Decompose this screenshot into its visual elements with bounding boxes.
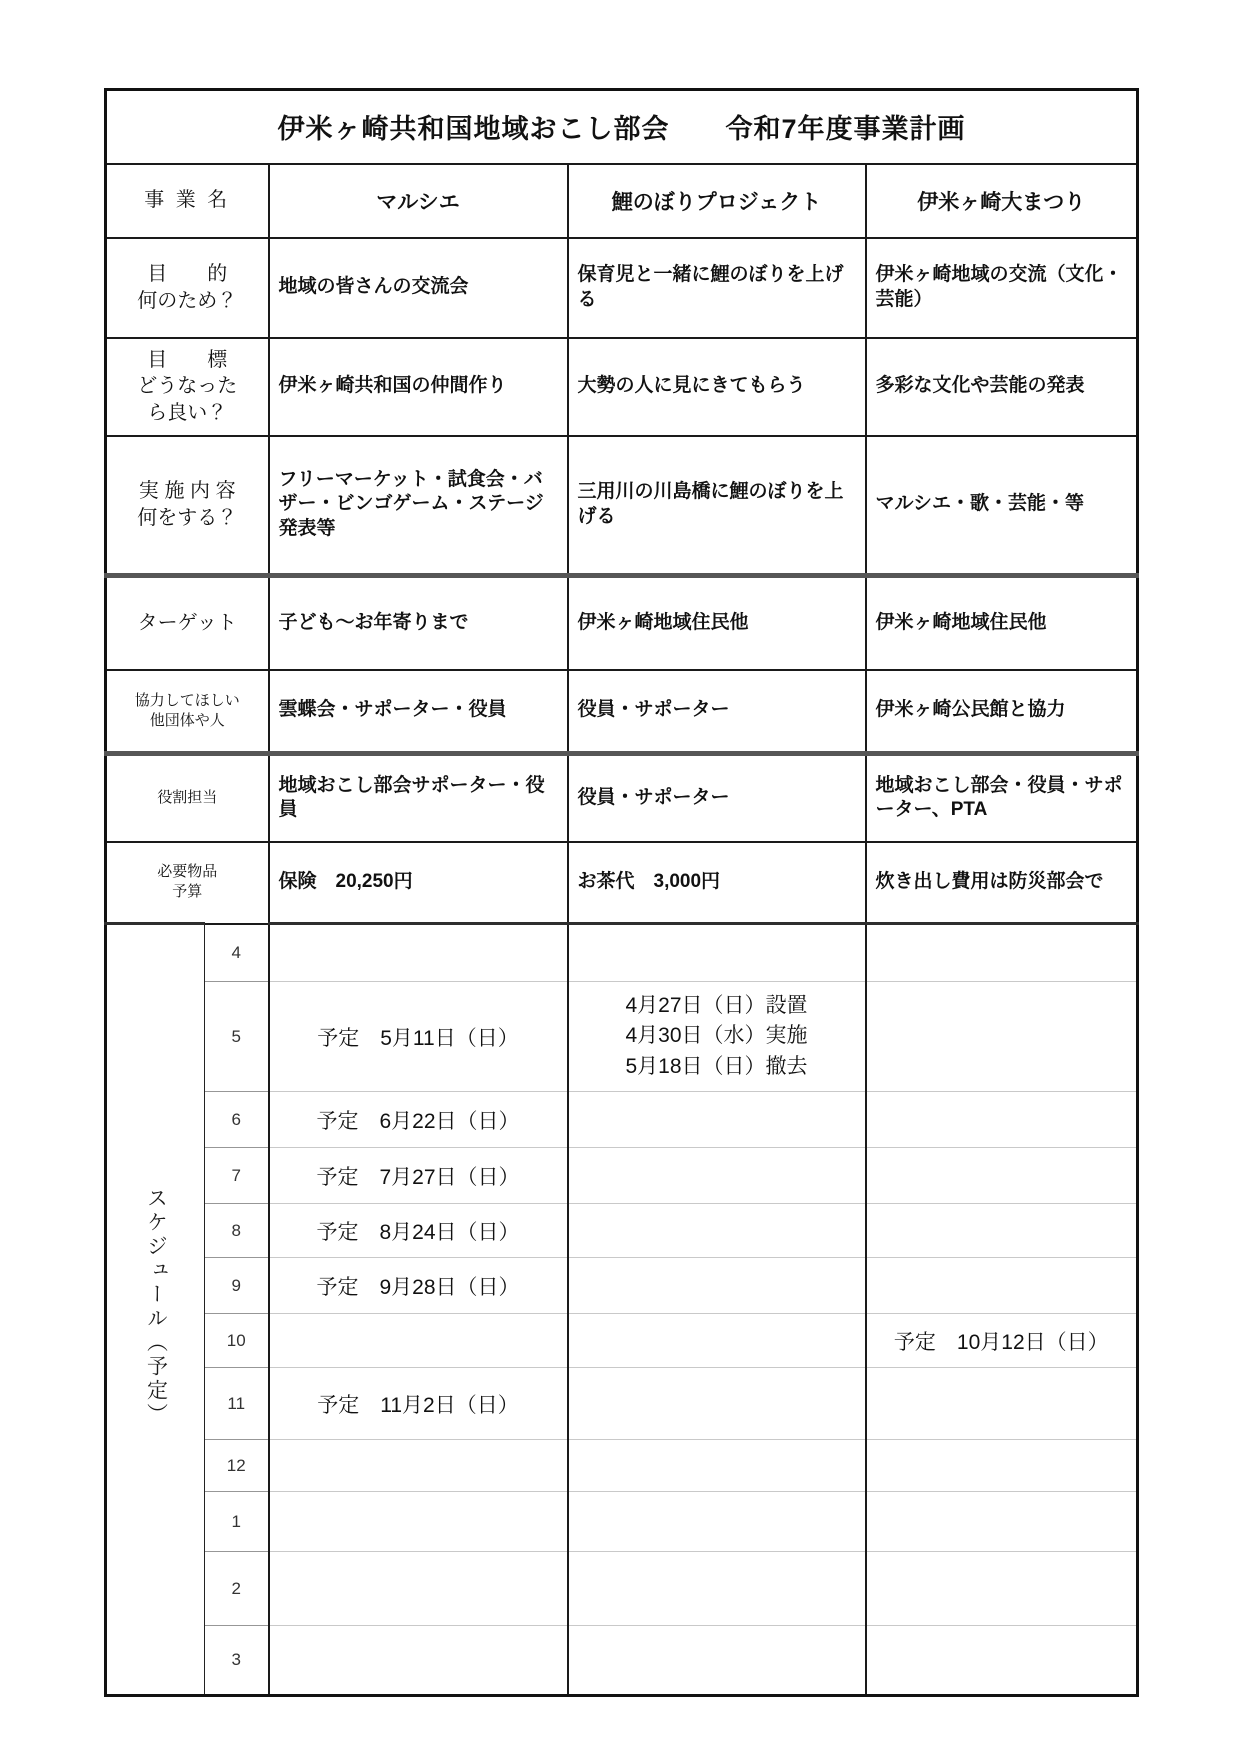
schedule-cell-3-marche <box>269 1626 568 1696</box>
schedule-row-10 <box>106 1314 1138 1368</box>
month-label-2: 2 <box>205 1552 269 1626</box>
cell-roles-koinobori: 役員・サポーター <box>568 754 866 842</box>
schedule-cell-1-koinobori <box>568 1492 866 1552</box>
row-label-roles: 役割担当 <box>106 754 269 842</box>
schedule-row-2 <box>106 1552 1138 1626</box>
schedule-cell-12-matsuri <box>866 1440 1138 1492</box>
month-label-12: 12 <box>205 1440 269 1492</box>
row-roles <box>106 754 1138 842</box>
schedule-cell-10-matsuri: 予定 10月12日（日） <box>866 1314 1138 1368</box>
schedule-cell-3-matsuri <box>866 1626 1138 1696</box>
schedule-row-3 <box>106 1626 1138 1696</box>
month-label-11: 11 <box>205 1368 269 1440</box>
schedule-cell-9-matsuri <box>866 1258 1138 1314</box>
schedule-row-1 <box>106 1492 1138 1552</box>
schedule-section-label: スケジュール（予定） <box>106 924 205 1696</box>
row-cooperation <box>106 670 1138 754</box>
schedule-cell-12-koinobori <box>568 1440 866 1492</box>
schedule-cell-11-marche: 予定 11月2日（日） <box>269 1368 568 1440</box>
month-label-5: 5 <box>205 982 269 1092</box>
schedule-cell-2-marche <box>269 1552 568 1626</box>
schedule-cell-8-koinobori <box>568 1204 866 1258</box>
schedule-cell-6-koinobori <box>568 1092 866 1148</box>
cell-target-koinobori: 伊米ヶ崎地域住民他 <box>568 576 866 670</box>
schedule-cell-2-matsuri <box>866 1552 1138 1626</box>
cell-target-marche: 子ども～お年寄りまで <box>269 576 568 670</box>
cell-activities-koinobori: 三用川の川島橋に鯉のぼりを上げる <box>568 436 866 576</box>
schedule-row-9 <box>106 1258 1138 1314</box>
cell-budget-matsuri: 炊き出し費用は防災部会で <box>866 842 1138 924</box>
row-target <box>106 576 1138 670</box>
cell-activities-matsuri: マルシエ・歌・芸能・等 <box>866 436 1138 576</box>
month-label-3: 3 <box>205 1626 269 1696</box>
col-header-koinobori: 鯉のぼりプロジェクト <box>568 164 866 238</box>
schedule-cell-7-matsuri <box>866 1148 1138 1204</box>
page-title: 伊米ヶ崎共和国地域おこし部会 令和7年度事業計画 <box>106 90 1138 164</box>
schedule-cell-9-koinobori <box>568 1258 866 1314</box>
cell-cooperation-matsuri: 伊米ヶ崎公民館と協力 <box>866 670 1138 754</box>
month-label-7: 7 <box>205 1148 269 1204</box>
cell-cooperation-koinobori: 役員・サポーター <box>568 670 866 754</box>
row-label-activities: 実 施 内 容 何をする？ <box>106 436 269 576</box>
column-header-row <box>106 164 1138 238</box>
schedule-cell-4-koinobori <box>568 924 866 982</box>
row-label-target: ターゲット <box>106 576 269 670</box>
schedule-cell-12-marche <box>269 1440 568 1492</box>
schedule-cell-8-marche: 予定 8月24日（日） <box>269 1204 568 1258</box>
schedule-cell-9-marche: 予定 9月28日（日） <box>269 1258 568 1314</box>
row-activities <box>106 436 1138 576</box>
schedule-cell-10-marche <box>269 1314 568 1368</box>
cell-goal-marche: 伊米ヶ崎共和国の仲間作り <box>269 338 568 436</box>
schedule-row-8 <box>106 1204 1138 1258</box>
schedule-cell-10-koinobori <box>568 1314 866 1368</box>
schedule-cell-2-koinobori <box>568 1552 866 1626</box>
cell-target-matsuri: 伊米ヶ崎地域住民他 <box>866 576 1138 670</box>
cell-purpose-marche: 地域の皆さんの交流会 <box>269 238 568 338</box>
month-label-10: 10 <box>205 1314 269 1368</box>
month-label-6: 6 <box>205 1092 269 1148</box>
cell-purpose-matsuri: 伊米ヶ崎地域の交流（文化・芸能） <box>866 238 1138 338</box>
row-label-purpose: 目 的 何のため？ <box>106 238 269 338</box>
row-label-cooperation: 協力してほしい 他団体や人 <box>106 670 269 754</box>
cell-goal-koinobori: 大勢の人に見にきてもらう <box>568 338 866 436</box>
cell-activities-marche: フリーマーケット・試食会・バザー・ビンゴゲーム・ステージ発表等 <box>269 436 568 576</box>
row-budget <box>106 842 1138 924</box>
schedule-cell-6-matsuri <box>866 1092 1138 1148</box>
cell-goal-matsuri: 多彩な文化や芸能の発表 <box>866 338 1138 436</box>
schedule-cell-11-matsuri <box>866 1368 1138 1440</box>
schedule-cell-7-koinobori <box>568 1148 866 1204</box>
schedule-cell-1-marche <box>269 1492 568 1552</box>
col-header-matsuri: 伊米ヶ崎大まつり <box>866 164 1138 238</box>
row-header-project-name: 事 業 名 <box>144 189 231 212</box>
schedule-row-12 <box>106 1440 1138 1492</box>
schedule-row-4 <box>106 924 1138 982</box>
cell-cooperation-marche: 雲蝶会・サポーター・役員 <box>269 670 568 754</box>
cell-purpose-koinobori: 保育児と一緒に鯉のぼりを上げる <box>568 238 866 338</box>
schedule-row-5 <box>106 982 1138 1092</box>
row-goal <box>106 338 1138 436</box>
schedule-row-11 <box>106 1368 1138 1440</box>
schedule-cell-7-marche: 予定 7月27日（日） <box>269 1148 568 1204</box>
schedule-cell-8-matsuri <box>866 1204 1138 1258</box>
row-purpose <box>106 238 1138 338</box>
title-row <box>106 90 1138 164</box>
cell-budget-marche: 保険 20,250円 <box>269 842 568 924</box>
schedule-cell-5-marche: 予定 5月11日（日） <box>269 982 568 1092</box>
schedule-cell-4-matsuri <box>866 924 1138 982</box>
row-label-budget: 必要物品 予算 <box>106 842 269 924</box>
schedule-cell-4-marche <box>269 924 568 982</box>
schedule-cell-3-koinobori <box>568 1626 866 1696</box>
business-plan-table <box>104 88 1139 1697</box>
schedule-row-6 <box>106 1092 1138 1148</box>
month-label-9: 9 <box>205 1258 269 1314</box>
schedule-cell-5-matsuri <box>866 982 1138 1092</box>
col-header-marche: マルシエ <box>269 164 568 238</box>
schedule-row-7 <box>106 1148 1138 1204</box>
row-label-goal: 目 標 どうなった ら良い？ <box>106 338 269 436</box>
schedule-cell-6-marche: 予定 6月22日（日） <box>269 1092 568 1148</box>
month-label-8: 8 <box>205 1204 269 1258</box>
cell-roles-marche: 地域おこし部会サポーター・役員 <box>269 754 568 842</box>
schedule-cell-1-matsuri <box>866 1492 1138 1552</box>
schedule-cell-11-koinobori <box>568 1368 866 1440</box>
month-label-4: 4 <box>205 924 269 982</box>
cell-budget-koinobori: お茶代 3,000円 <box>568 842 866 924</box>
schedule-cell-5-koinobori: 4月27日（日）設置 4月30日（水）実施 5月18日（日）撤去 <box>568 982 866 1092</box>
month-label-1: 1 <box>205 1492 269 1552</box>
cell-roles-matsuri: 地域おこし部会・役員・サポーター、PTA <box>866 754 1138 842</box>
